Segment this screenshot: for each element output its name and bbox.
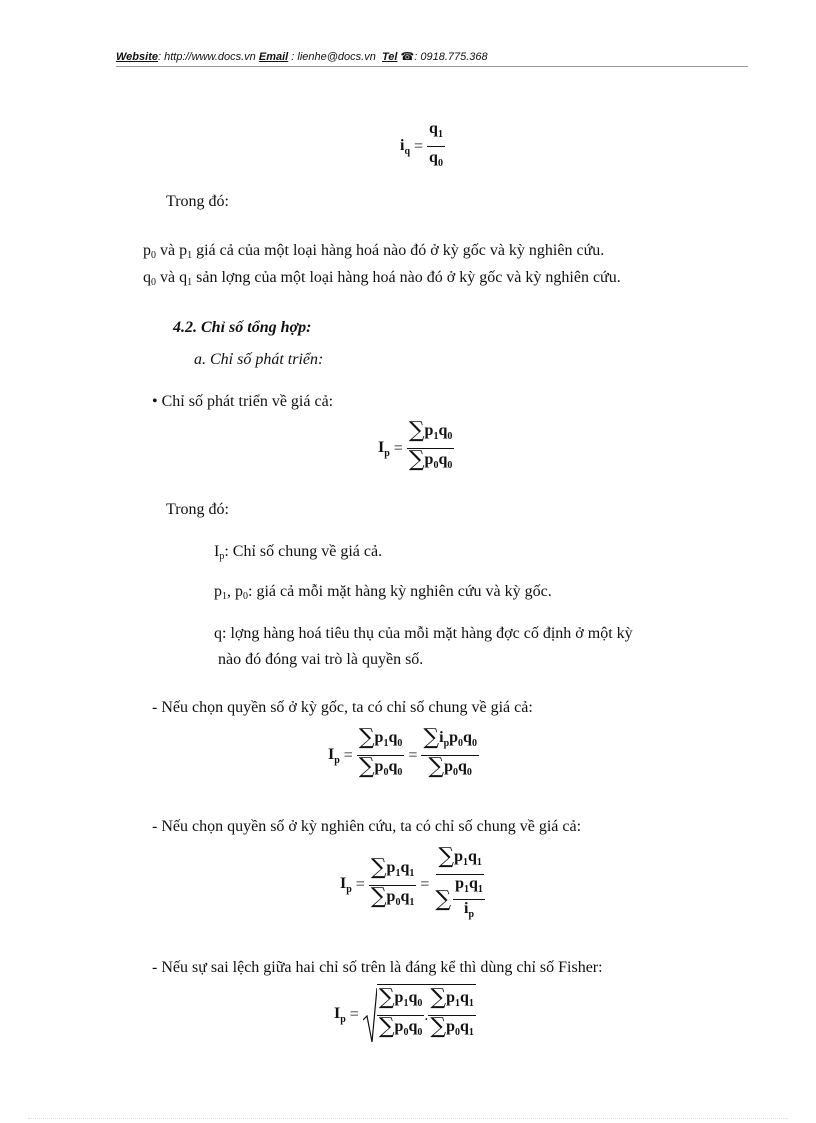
case-current-period: - Nếu chọn quyền số ở kỳ nghiên cứu, ta có chỉ số chung về giá cả: <box>152 818 582 835</box>
case-base-period: - Nếu chọn quyền số ở kỳ gốc, ta có chỉ số chung về giá cả: <box>152 699 533 716</box>
website-label: Website <box>116 51 158 63</box>
footer-dotted-rule <box>28 1118 788 1119</box>
bullet-price-index: • Chỉ số phát triển về giá cả: <box>152 393 334 410</box>
formula-ip-fisher: $I_p$ = $\frac{\sum p_1q_0}{\sum p_0q_0}$ . $\frac{\sum p_1q_1}{\sum p_0q_1}$ <box>334 986 476 1044</box>
section-heading-4-2: 4.2. Chỉ số tổng hợp: <box>173 319 312 336</box>
formula-iq: $i_q$ = $\frac{q_1}{q_0}$ <box>400 120 443 169</box>
bullet-icon: • <box>152 393 158 410</box>
definition-p: $p_0$ và $p_1$ giá cả của một loại hàng hoá nào đó ở kỳ gốc và kỳ nghiên cứu. <box>143 242 605 261</box>
where-label-2: Trong đó: <box>166 501 229 518</box>
phone-icon: ☎ <box>400 51 415 63</box>
definition-q-line2: nào đó đóng vai trò là quyền số. <box>218 651 424 668</box>
email-value[interactable]: : lienhe@docs.vn <box>288 51 376 63</box>
email-label: Email <box>258 51 289 63</box>
definition-p1-p0: $p_1$, $p_0$: giá cả mỗi mặt hàng kỳ nghiên cứu và kỳ gốc. <box>214 583 552 602</box>
formula-ip-general: $I_p$ = $\frac{\sum p_1q_0}{\sum p_0q_0}$ <box>378 418 453 472</box>
subsection-heading-a: a. Chỉ số phát triển: <box>194 351 324 368</box>
where-label-1: Trong đó: <box>166 193 229 210</box>
definition-q: $q_0$ và $q_1$ sản lợng của một loại hàng hoá nào đó ở kỳ gốc và kỳ nghiên cứu. <box>143 269 621 288</box>
definition-ip: $I_p$: Chỉ số chung về giá cả. <box>214 543 383 562</box>
formula-ip-laspeyres: $I_p$ = $\frac{\sum p_1q_0}{\sum p_0q_0}$ = $\frac{\sum i_pp_0q_0}{\sum p_0q_0}$ <box>328 725 477 779</box>
website-value[interactable]: : http://www.docs.vn <box>157 51 256 63</box>
definition-q-line1: q: lợng hàng hoá tiêu thụ của mỗi mặt hàng đợc cố định ở một kỳ <box>214 625 633 642</box>
case-fisher: - Nếu sự sai lệch giữa hai chỉ số trên là đáng kể thì dùng chỉ số Fisher: <box>152 959 603 976</box>
formula-ip-paasche: $I_p$ = $\frac{\sum p_1q_1}{\sum p_0q_1}$ = $\sum p_1q_1$ ∑ $\frac{p_1q_1}{i_p}$ <box>340 844 483 920</box>
page-header <box>116 50 748 66</box>
tel-label: Tel <box>381 51 398 63</box>
sqrt-radical-icon <box>363 986 377 1044</box>
tel-value: : 0918.775.368 <box>414 51 488 63</box>
header-rule <box>116 66 748 67</box>
